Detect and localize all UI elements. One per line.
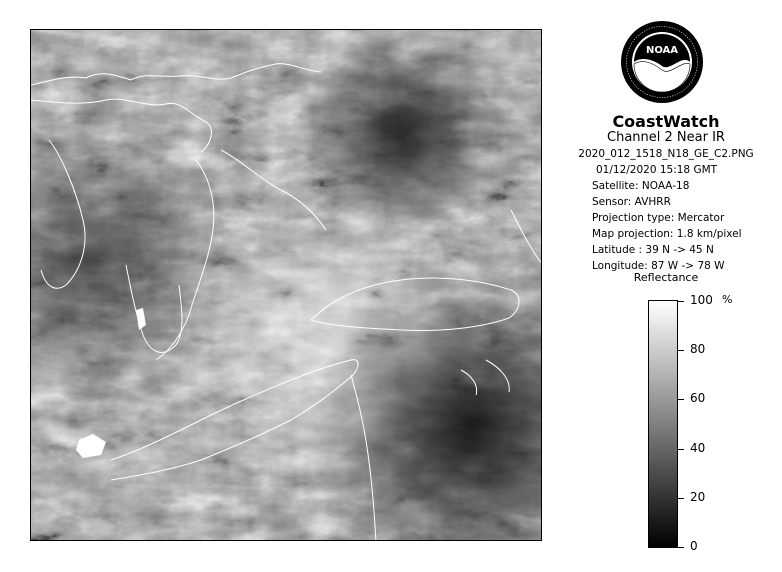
map-projection: Map projection: 1.8 km/pixel: [592, 228, 742, 240]
colorbar-tick: [678, 350, 684, 351]
sensor-info: Sensor: AVHRR: [592, 196, 671, 208]
colorbar-tick: [678, 498, 684, 499]
title: CoastWatch: [612, 112, 720, 131]
satellite-info: Satellite: NOAA-18: [592, 180, 690, 192]
projection-type: Projection type: Mercator: [592, 212, 725, 224]
filename: 2020_012_1518_N18_GE_C2.PNG: [578, 148, 754, 160]
clear-area-west: [31, 30, 542, 541]
longitude-range: Longitude: 87 W -> 78 W: [592, 260, 725, 272]
colorbar-tick-label: 80: [690, 342, 706, 356]
logo-center-text: NOAA: [645, 45, 679, 56]
colorbar-tick: [678, 547, 684, 548]
reflectance-colorbar: [648, 300, 678, 548]
latitude-range: Latitude : 39 N -> 45 N: [592, 244, 714, 256]
colorbar-tick-label: 60: [690, 391, 706, 405]
unit-label: %: [722, 293, 733, 306]
colorbar-tick: [678, 399, 684, 400]
colorbar-tick-label: 0: [690, 539, 698, 553]
colorbar-tick-label: 40: [690, 441, 706, 455]
satellite-image-svg: [31, 30, 542, 541]
date-time: 01/12/2020 15:18 GMT: [596, 164, 718, 176]
channel-label: Channel 2 Near IR: [607, 130, 725, 145]
legend-title: Reflectance: [633, 271, 699, 284]
colorbar-tick-label: 20: [690, 490, 706, 504]
colorbar-tick: [678, 449, 684, 450]
colorbar-tick: [678, 301, 684, 302]
satellite-image: [30, 29, 542, 541]
colorbar-tick-label: 100: [690, 293, 713, 307]
noaa-logo: [620, 20, 704, 104]
